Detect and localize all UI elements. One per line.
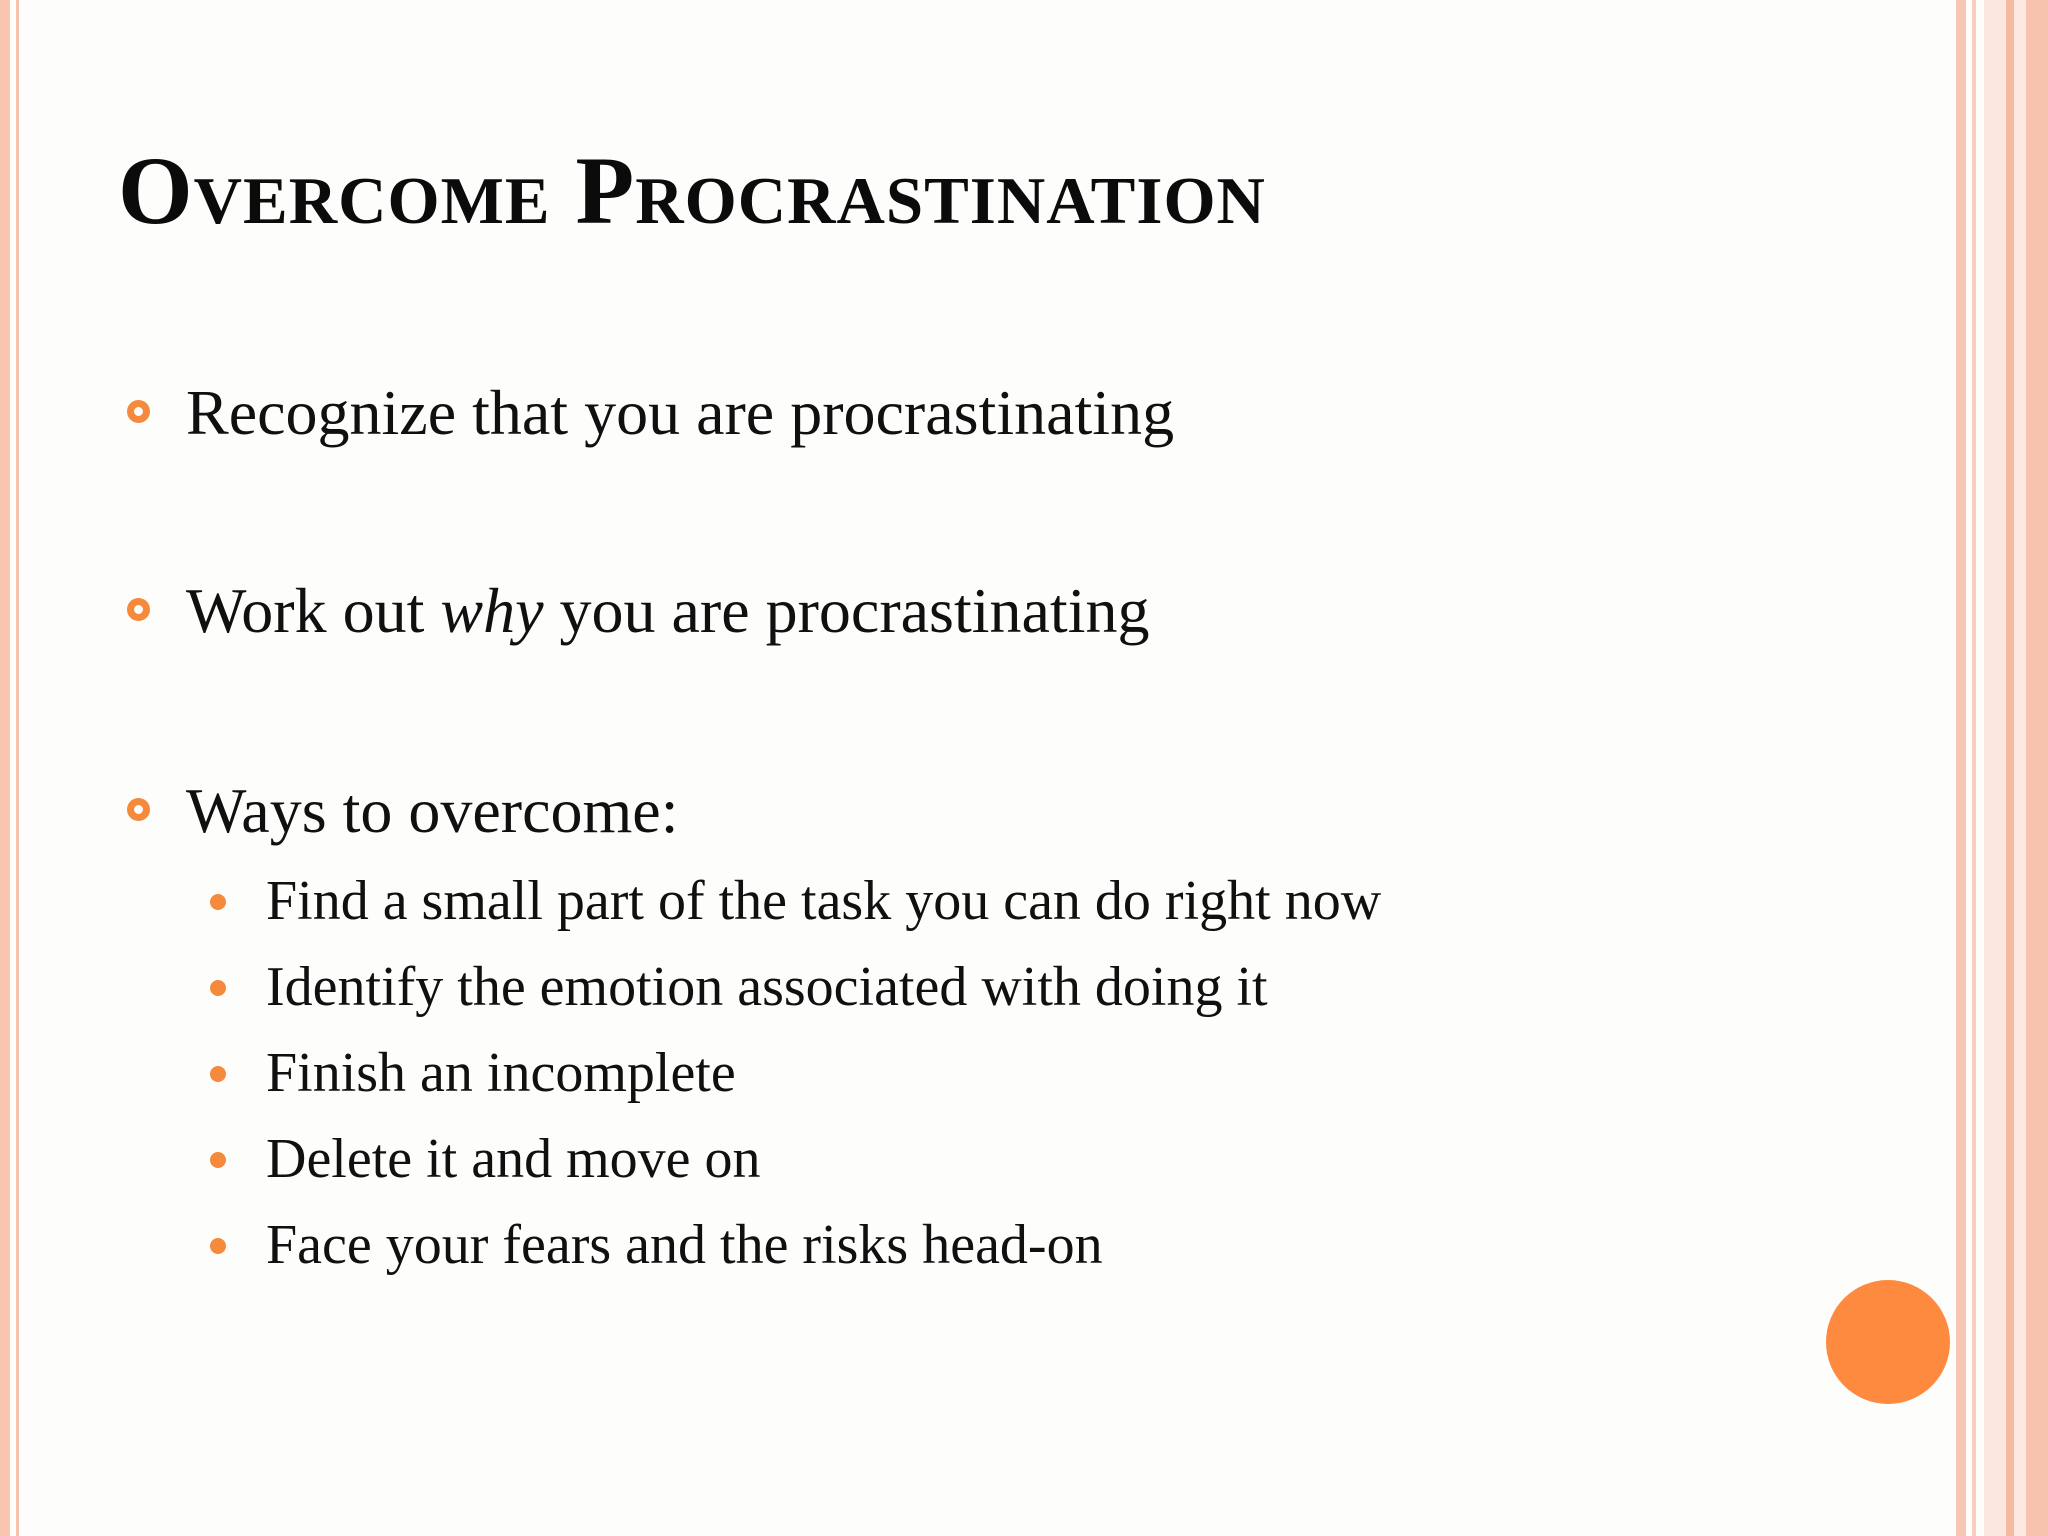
dot-bullet-icon [210,894,226,910]
bullet-text: Ways to overcome: [186,775,679,846]
dot-bullet-icon [210,980,226,996]
dot-bullet-icon [210,1152,226,1168]
right-stripe [2006,0,2014,1536]
bullet-item [0,774,1900,854]
sub-bullet-item [0,1040,1900,1110]
bullet-text [186,574,1149,648]
slide-title: Overcome Procrastination [118,137,1266,244]
sub-bullet-text: Delete it and move on [266,1128,761,1190]
sub-bullet-text: Face your fears and the risks head-on [266,1214,1103,1276]
decorative-circle [1826,1280,1950,1404]
ring-bullet-icon [127,400,150,423]
ring-bullet-icon [127,598,150,621]
dot-bullet-icon [210,1066,226,1082]
right-stripe [2014,0,2026,1536]
bullet-text: Recognize that you are procrastinating [186,377,1175,448]
right-stripe [1956,0,1966,1536]
bullet-emphasis: why [440,575,544,646]
bullet-item [0,574,1900,654]
sub-bullet-text: Identify the emotion associated with doing it [266,956,1268,1018]
bullet-text-part: you are procrastinating [543,575,1150,646]
bullet-text-part: Work out [186,575,441,646]
sub-bullet-item [0,954,1900,1024]
sub-bullet-item [0,1126,1900,1196]
sub-bullet-item [0,868,1900,938]
left-border-line [0,0,10,1536]
ring-bullet-icon [127,798,150,821]
right-stripe [1984,0,2006,1536]
left-border-thin-line [16,0,19,1536]
sub-bullet-text: Find a small part of the task you can do right now [266,870,1382,932]
dot-bullet-icon [210,1238,226,1254]
right-stripe [1972,0,1976,1536]
right-stripe [2026,0,2048,1536]
bullet-item [0,376,1900,456]
sub-bullet-text: Finish an incomplete [266,1042,736,1104]
sub-bullet-item [0,1212,1900,1282]
